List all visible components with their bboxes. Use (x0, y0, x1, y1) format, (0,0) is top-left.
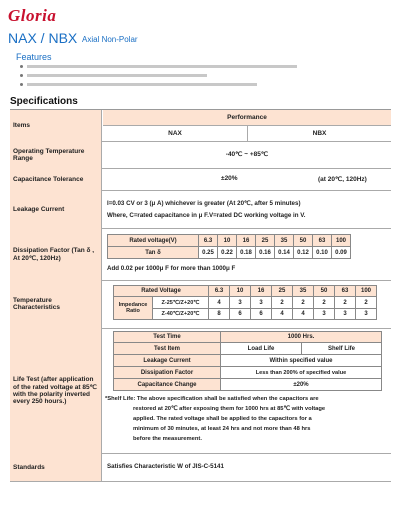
shelf-life-note-2: restored at 20℃ after exposing them for 1000 hrs at 85℃ with voltage (133, 406, 326, 412)
rated-voltage-cell: 6.3 (198, 234, 218, 247)
dissipation-note: Add 0.02 per 1000μ F for more than 1000μ F (107, 265, 236, 272)
life-test-row (10, 328, 391, 454)
tan-delta-cell: 0.14 (274, 246, 294, 259)
temperature-range-value: -40℃ ~ +85℃ (225, 151, 269, 158)
temperature-characteristics-label: Temperature Characteristics (10, 280, 102, 328)
shelf-life-note-5: before the measurement. (133, 436, 202, 442)
standards-row (10, 453, 391, 482)
rated-voltage-cell: 100 (331, 234, 351, 247)
impedance-ratio-label: Impedance Ratio (113, 296, 153, 320)
shelf-life-note-4: minimum of 30 minutes, at least 24 hrs and not more than 48 hrs (133, 426, 311, 432)
z25-value-cell: 3 (250, 296, 272, 309)
life-capacitance-change-label: Capacitance Change (113, 378, 221, 391)
shelf-life-header: Shelf Life (301, 342, 382, 355)
series-title: NAX / NBX (8, 30, 78, 46)
tc-voltage-cell: 6.3 (208, 285, 230, 297)
tc-rated-voltage-header: Rated Voltage (113, 285, 209, 297)
z25-value-cell: 3 (229, 296, 251, 309)
life-leakage-label: Leakage Current (113, 354, 221, 367)
tc-voltage-cell: 16 (250, 285, 272, 297)
rated-voltage-cell: 50 (293, 234, 313, 247)
rated-voltage-cell: 63 (312, 234, 332, 247)
z40-value-cell: 3 (313, 308, 335, 320)
z40-value-cell: 3 (355, 308, 377, 320)
temperature-characteristics-row (10, 280, 391, 329)
z25-value-cell: 2 (271, 296, 293, 309)
bullet-icon (20, 65, 23, 68)
tc-voltage-cell: 35 (292, 285, 314, 297)
leakage-label: Leakage Current (10, 190, 102, 228)
tan-delta-cell: 0.18 (236, 246, 256, 259)
z25-value-cell: 2 (313, 296, 335, 309)
nbx-header: NBX (312, 130, 327, 137)
tc-voltage-cell: 63 (334, 285, 356, 297)
tc-voltage-cell: 50 (313, 285, 335, 297)
life-leakage-value: Within specified value (220, 354, 382, 367)
z25-value-cell: 2 (355, 296, 377, 309)
z25-value-cell: 2 (334, 296, 356, 309)
life-dissipation-value: Less than 200% of specified value (220, 366, 382, 379)
life-capacitance-change-value: ±20% (220, 378, 382, 391)
shelf-life-note-3: applied. The rated voltage shall be applied to the capacitors for a (133, 416, 312, 422)
z40-value-cell: 4 (271, 308, 293, 320)
series-description: Axial Non-Polar (82, 35, 138, 44)
features-title: Features (16, 52, 52, 62)
temperature-range-row (10, 141, 391, 169)
header-row (10, 110, 391, 142)
standards-label: Standards (10, 453, 102, 481)
z40-value-cell: 3 (334, 308, 356, 320)
feature-item (20, 63, 340, 69)
test-item-label: Test Item (113, 342, 221, 355)
tan-delta-cell: 0.12 (293, 246, 313, 259)
tan-delta-cell: 0.16 (255, 246, 275, 259)
bullet-icon (20, 74, 23, 77)
bullet-icon (20, 83, 23, 86)
z40-value-cell: 6 (229, 308, 251, 320)
nax-header: NAX (103, 126, 248, 141)
capacitance-row (10, 168, 391, 191)
leakage-row (10, 190, 391, 229)
tc-voltage-cell: 10 (229, 285, 251, 297)
features-list (20, 63, 340, 90)
feature-item (20, 72, 340, 78)
rated-voltage-cell: 35 (274, 234, 294, 247)
capacitance-label: Capacitance Tolerance (10, 168, 102, 190)
tc-voltage-cell: 25 (271, 285, 293, 297)
shelf-life-note-1: *Shelf Life: The above specification shall be satisfied when the capacitors are (105, 396, 319, 402)
z25-value-cell: 4 (208, 296, 230, 309)
rated-voltage-cell: 10 (217, 234, 237, 247)
temperature-range-label: Operating Temperature Range (10, 141, 102, 168)
test-time-label: Test Time (113, 331, 221, 343)
specifications-title: Specifications (10, 96, 78, 107)
dissipation-label: Dissipation Factor (Tan δ , At 20℃, 120Hz) (10, 228, 102, 280)
capacitance-value: ±20% (221, 175, 238, 182)
tan-delta-cell: 0.25 (198, 246, 218, 259)
z25-label: Z-25℃/Z+20℃ (152, 296, 209, 309)
rated-voltage-cell: 25 (255, 234, 275, 247)
tc-voltage-cell: 100 (355, 285, 377, 297)
tan-delta-cell: 0.09 (331, 246, 351, 259)
z40-value-cell: 4 (292, 308, 314, 320)
capacitance-condition: (at 20℃, 120Hz) (318, 176, 367, 183)
tan-delta-cell: 0.10 (312, 246, 332, 259)
standards-value: Satisfies Characteristic W of JIS-C-5141 (107, 463, 224, 470)
tan-delta-label: Tan δ (107, 246, 199, 259)
performance-header: Performance (103, 110, 391, 126)
header (8, 6, 392, 46)
feature-item (20, 81, 340, 87)
dissipation-row (10, 228, 391, 281)
z40-value-cell: 8 (208, 308, 230, 320)
z40-label: Z-40℃/Z+20℃ (152, 308, 209, 320)
life-dissipation-label: Dissipation Factor (113, 366, 221, 379)
rated-voltage-cell: 16 (236, 234, 256, 247)
tan-delta-cell: 0.22 (217, 246, 237, 259)
life-test-label: Life Test (after application of the rated voltage at 85℃ with the polarity inverted every 250 hours.) (10, 328, 102, 453)
z25-value-cell: 2 (292, 296, 314, 309)
leakage-formula: I=0.03 CV or 3 (μ A) whichever is greater (At 20℃, after 5 minutes) (107, 200, 301, 207)
load-life-header: Load Life (220, 342, 302, 355)
test-time-value: 1000 Hrs. (220, 331, 382, 343)
items-label: Items (10, 110, 102, 141)
brand-logo: Gloria (8, 6, 57, 25)
rated-voltage-header: Rated voltage(V) (107, 234, 199, 247)
z40-value-cell: 6 (250, 308, 272, 320)
leakage-definition: Where, C=rated capacitance in μ F.V=rated DC working voltage in V. (107, 212, 306, 219)
specifications-table (10, 109, 391, 482)
